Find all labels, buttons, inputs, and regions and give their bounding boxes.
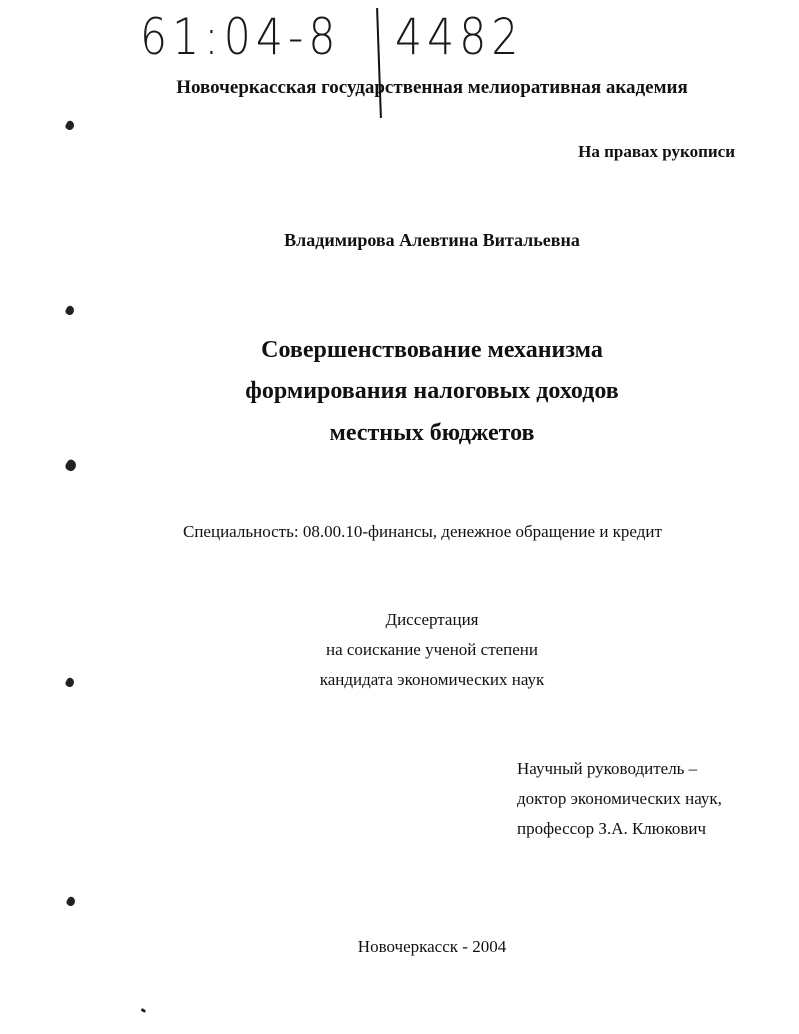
title-line-1: Совершенствование механизма xyxy=(261,337,603,363)
specialty: Специальность: 08.00.10-финансы, денежное обращение и кредит xyxy=(183,522,662,541)
scan-artifact-mark xyxy=(64,305,75,317)
handwritten-code-right: 4482 xyxy=(395,8,524,66)
scan-artifact-mark xyxy=(65,896,76,908)
degree-line-1: Диссертация xyxy=(385,610,479,629)
handwritten-code-left: 61:04-8 xyxy=(140,8,341,66)
supervisor-line-1: Научный руководитель – xyxy=(517,759,698,778)
scan-artifact-mark xyxy=(64,458,78,473)
title-line-2: формирования налоговых доходов xyxy=(245,378,619,404)
title-line-3: местных бюджетов xyxy=(329,420,535,446)
city-year: Новочеркасск - 2004 xyxy=(357,937,507,956)
manuscript-rights-note: На правах рукописи xyxy=(578,142,735,161)
institution-name: Новочеркасская государственная мелиоративная академия xyxy=(176,77,688,98)
scan-artifact-mark xyxy=(141,1008,147,1013)
author-name: Владимирова Алевтина Витальевна xyxy=(284,230,580,250)
degree-line-3: кандидата экономических наук xyxy=(319,670,545,689)
degree-line-2: на соискание ученой степени xyxy=(325,640,539,659)
handwritten-divider-line xyxy=(376,8,382,118)
supervisor-line-3: профессор З.А. Клюкович xyxy=(517,819,707,838)
supervisor-line-2: доктор экономических наук, xyxy=(517,789,722,808)
scan-artifact-mark xyxy=(64,120,75,132)
